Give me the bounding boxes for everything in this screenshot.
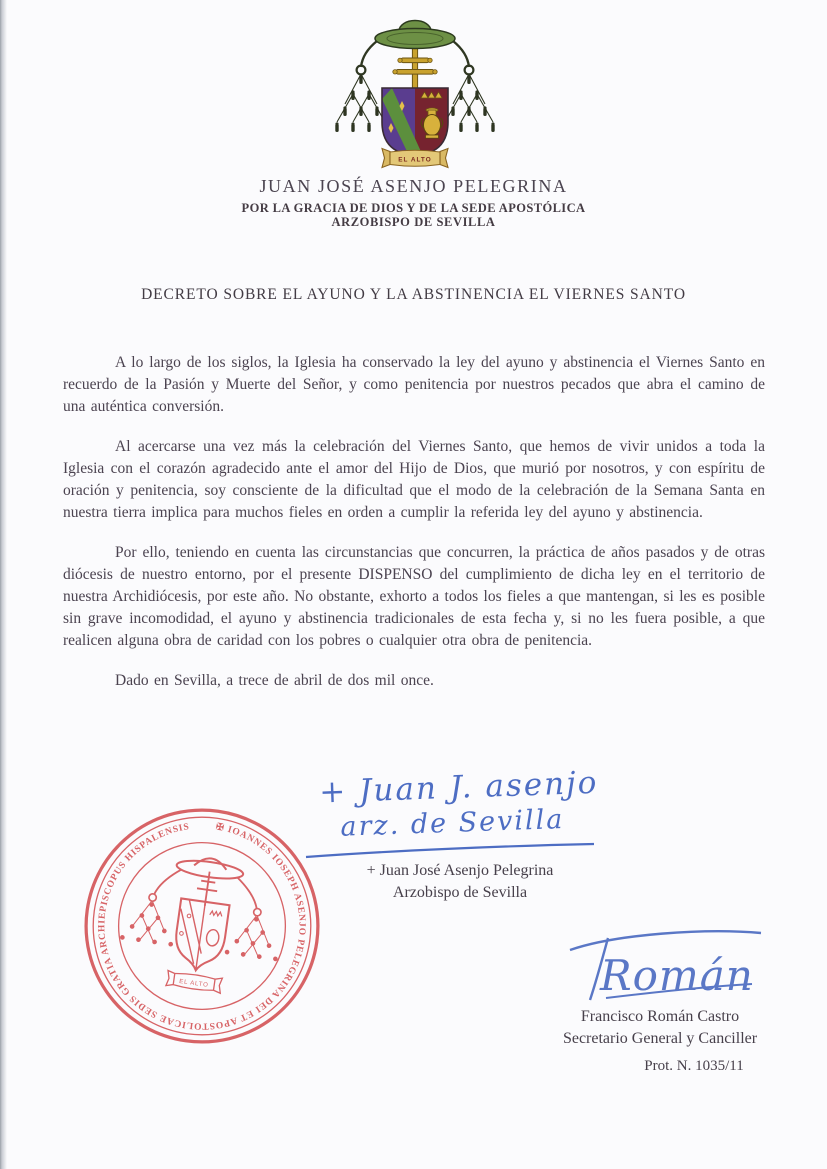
motto-banner <box>382 149 448 168</box>
printed-signature-block <box>320 862 600 902</box>
printed-role: Arzobispo de Sevilla <box>392 884 528 901</box>
dateline: Dado en Sevilla, a trece de abril de dos mil once. <box>115 672 434 689</box>
coat-of-arms <box>328 12 502 170</box>
secretary-signature <box>556 920 774 1015</box>
protocol-number: Prot. N. 1035/11 <box>644 1058 744 1074</box>
paragraph-3: Por ello, teniendo en cuenta las circunstancias que concurren, la práctica de años pasados y de otras diócesis de nuestro entorno, por el presente DISPENSO del cumplimiento de dicha ley en el territorio de nuestra Archidiócesis, por este año. No obstante, exhorto a todos los fieles a que mantengan, si les es posible sin grave incomodidad, el ayuno y abstinencia tradicionales de esta fecha y, si no les fuera posible, a que realicen alguna obra de caridad con los pobres o cualquier otra obra de penitencia. <box>63 544 765 649</box>
printed-name: + Juan José Asenjo Pelegrina <box>366 862 554 879</box>
signature-text: Román <box>600 951 754 1000</box>
decree-title: DECRETO SOBRE EL AYUNO Y LA ABSTINENCIA EL VIERNES SANTO <box>141 286 686 303</box>
stamp-motto: EL ALTO <box>178 977 210 989</box>
secretary-block <box>528 1008 792 1048</box>
archbishop-name: JUAN JOSÉ ASENJO PELEGRINA <box>259 176 568 196</box>
signature-flourish <box>570 931 761 950</box>
signature-line1: + Juan J. asenjo <box>318 764 599 811</box>
secretary-name: Francisco Román Castro <box>580 1008 740 1025</box>
galero-icon <box>375 21 455 49</box>
role-line: ARZOBISPO DE SEVILLA <box>331 215 496 229</box>
paragraph-1: A lo largo de los siglos, la Iglesia ha conservado la ley del ayuno y abstinencia el Viernes Santo en recuerdo de la Pasión y Muerte del Señor, y como penitencia por nuestros pecados que abra el camino de una auténtica conversión. <box>63 354 765 415</box>
signature-underline <box>306 844 594 857</box>
archbishop-signature <box>298 762 608 867</box>
motto-text: EL ALTO <box>398 156 432 164</box>
coat-of-arms-drawing <box>328 12 502 170</box>
decree-body <box>63 352 765 692</box>
secretary-role: Secretario General y Canciller <box>562 1030 758 1047</box>
grace-line: POR LA GRACIA DE DIOS Y DE LA SEDE APOSTÓLICA <box>241 201 586 215</box>
stamp-inscription: ✠ IOANNES IOSEPH ASENJO PELEGRINA DEI ET APOSTOLICAE SEDIS GRATIA ARCHIEPISCOPUS HISPALENSIS <box>97 822 307 1031</box>
paragraph-2: Al acercarse una vez más la celebración del Viernes Santo, que hemos de vivir unidos a toda la Iglesia con el corazón agradecido ante el amor del Hijo de Dios, que murió por nosotros, y con espíritu de oración y penitencia, soy consciente de la dificultad que el modo de la celebración de la Semana Santa en nuestra tierra implica para muchos fieles en orden a cumplir la referida ley del ayuno y abstinencia. <box>63 438 765 521</box>
signature-line2: arz. de Sevilla <box>339 803 565 843</box>
